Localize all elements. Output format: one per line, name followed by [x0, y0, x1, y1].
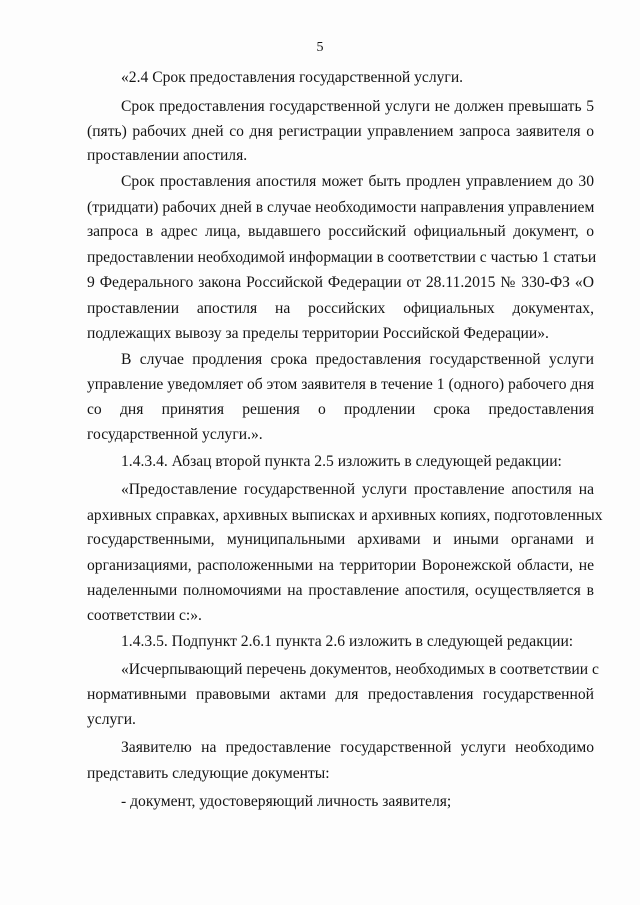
page-number: 5 [316, 40, 324, 55]
text-line: подлежащих вывозу за пределы территории Российской Федерации». [87, 325, 549, 342]
text-line: предоставлении необходимой информации в соответствии с частью 1 статьи [87, 249, 597, 266]
text-line: 1.4.3.5. Подпункт 2.6.1 пункта 2.6 изложить в следующей редакции: [121, 633, 574, 650]
text-line: запроса в адрес лица, выдавшего российский официальный документ, о [87, 223, 594, 240]
text-line: проставлении апостиля. [87, 147, 248, 164]
text-line: государственными, муниципальными архивами и иными органами и [87, 531, 594, 548]
text-line: «Предоставление государственной услуги проставление апостиля на [121, 481, 594, 498]
text-line: В случае продления срока предоставления государственной услуги [121, 351, 594, 368]
text-line: соответствии с:». [87, 607, 202, 624]
text-line: «Исчерпывающий перечень документов, необходимых в соответствии с [121, 661, 599, 678]
text-line: Срок предоставления государственной услуги не должен превышать 5 [121, 98, 594, 115]
text-line: нормативными правовыми актами для предоставления государственной [87, 686, 594, 703]
text-line: - документ, удостоверяющий личность заявителя; [121, 793, 452, 810]
text-line: представить следующие документы: [87, 765, 330, 782]
text-line: организациями, расположенными на территории Воронежской области, не [87, 557, 594, 574]
text-line: архивных справках, архивных выписках и архивных копиях, подготовленных [87, 507, 603, 524]
text-line: 1.4.3.4. Абзац второй пункта 2.5 изложить в следующей редакции: [121, 453, 562, 470]
text-line: Заявителю на предоставление государственной услуги необходимо [121, 739, 594, 756]
text-line: проставлении апостиля на российских официальных документах, [87, 300, 594, 317]
text-line: Срок проставления апостиля может быть продлен управлением до 30 [121, 173, 594, 190]
text-line: государственной услуги.». [87, 426, 263, 443]
text-line: услуги. [87, 711, 136, 728]
text-line: управление уведомляет об этом заявителя в течение 1 (одного) рабочего дня [87, 376, 594, 393]
text-line: 9 Федерального закона Российской Федерации от 28.11.2015 № 330-ФЗ «О [87, 274, 594, 291]
text-line: «2.4 Срок предоставления государственной услуги. [121, 69, 464, 86]
text-line: (тридцати) рабочих дней в случае необходимости направления управлением [87, 199, 595, 216]
text-line: (пять) рабочих дней со дня регистрации управлением запроса заявителя о [87, 123, 594, 140]
text-line: наделенными полномочиями на проставление апостиля, осуществляется в [87, 582, 594, 599]
text-line: со дня принятия решения о продлении срока предоставления [87, 401, 594, 418]
